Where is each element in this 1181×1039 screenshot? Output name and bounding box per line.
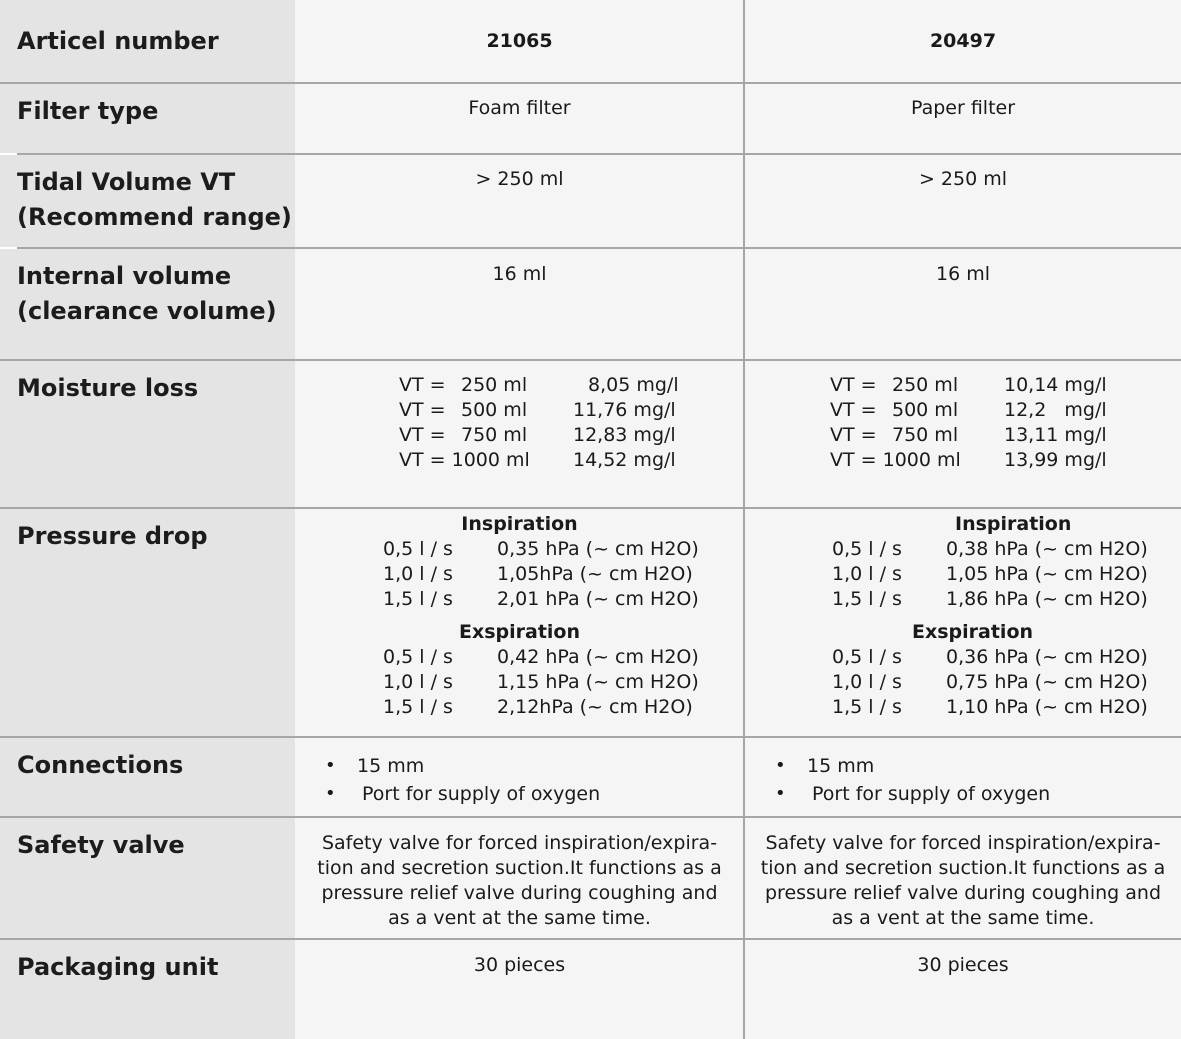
internal-volume-col1: 16 ml xyxy=(295,249,744,359)
row-divider xyxy=(0,507,1181,509)
row-pressure-drop xyxy=(0,509,1181,736)
connections-col2 xyxy=(745,738,1181,816)
moisture-row: VT = 250 ml 8,05 mg/l xyxy=(399,374,679,396)
bullet-icon: • xyxy=(775,783,786,804)
label-line: Moisture loss xyxy=(17,374,199,402)
moisture-row: VT = 750 ml 12,83 mg/l xyxy=(399,424,676,446)
list-item: • 15 mm xyxy=(775,752,1050,780)
label-line: (Recommend range) xyxy=(17,203,292,231)
article-number-col1: 21065 xyxy=(295,0,744,82)
moisture-row: VT = 500 ml 11,76 mg/l xyxy=(399,399,676,421)
label-line: Packaging unit xyxy=(17,953,219,981)
moisture-loss-col2 xyxy=(745,361,1181,507)
moisture-row: VT = 1000 ml 14,52 mg/l xyxy=(399,449,676,471)
row-article-number xyxy=(0,0,1181,82)
row-divider xyxy=(17,153,1181,155)
connections-col1 xyxy=(295,738,744,816)
column-divider xyxy=(743,0,745,1039)
row-label xyxy=(0,940,295,1039)
exspiration-heading: Exspiration xyxy=(458,621,581,643)
moisture-row: VT = 500 ml 12,2 mg/l xyxy=(830,399,1107,421)
label-line: Tidal Volume VT xyxy=(17,168,236,196)
bullet-icon: • xyxy=(325,755,336,776)
safety-valve-col2 xyxy=(745,818,1181,938)
row-safety-valve xyxy=(0,818,1181,938)
row-divider xyxy=(0,359,1181,361)
row-label xyxy=(0,818,295,938)
row-moisture-loss xyxy=(0,361,1181,507)
row-divider xyxy=(17,247,1181,249)
label-line: Safety valve xyxy=(17,831,185,859)
pressure-drop-col2: Inspiration 0,5 l / s 0,38 hPa (~ cm H2O) 1,0 l / s 1,05 hPa (~ cm H2O) 1,5 l / s 1,86 hPa (~ cm H2O) Exspiration 0,5 l / s 0,36 hPa (~ cm H2O) 1,0 l / s 0,75 hPa (~ cm H2O) 1,5 l / s 1,10 hPa (~ cm H2O) xyxy=(745,509,1181,736)
tidal-volume-col1: > 250 ml xyxy=(295,155,744,247)
row-divider xyxy=(0,816,1181,818)
row-divider xyxy=(0,82,1181,84)
exspiration-heading: Exspiration xyxy=(912,621,1034,643)
tidal-volume-col2: > 250 ml xyxy=(745,155,1181,247)
row-label xyxy=(0,0,295,82)
row-label xyxy=(0,155,295,247)
label-line: Connections xyxy=(17,751,184,779)
moisture-row: VT = 750 ml 13,11 mg/l xyxy=(830,424,1107,446)
inspiration-heading: Inspiration xyxy=(461,513,578,535)
bullet-icon: • xyxy=(775,755,786,776)
moisture-row: VT = 1000 ml 13,99 mg/l xyxy=(830,449,1107,471)
list-item: • Port for supply of oxygen xyxy=(325,780,600,808)
list-item: • 15 mm xyxy=(325,752,600,780)
moisture-row: VT = 250 ml 10,14 mg/l xyxy=(830,374,1107,396)
inspiration-heading: Inspiration xyxy=(955,513,1072,535)
internal-volume-col2: 16 ml xyxy=(745,249,1181,359)
row-label xyxy=(0,249,295,359)
row-internal-volume xyxy=(0,249,1181,359)
moisture-loss-col1 xyxy=(295,361,744,507)
label-line: Articel number xyxy=(17,27,219,55)
list-item: • Port for supply of oxygen xyxy=(775,780,1050,808)
packaging-unit-col2: 30 pieces xyxy=(745,940,1181,1039)
label-line: Filter type xyxy=(17,97,159,125)
filter-type-col2: Paper filter xyxy=(745,84,1181,153)
article-number-col2: 20497 xyxy=(745,0,1181,82)
row-packaging-unit xyxy=(0,940,1181,1039)
pressure-drop-col1: Inspiration 0,5 l / s 0,35 hPa (~ cm H2O) 1,0 l / s 1,05hPa (~ cm H2O) 1,5 l / s 2,01 hPa (~ cm H2O) Exspiration 0,5 l / s 0,42 hPa (~ cm H2O) 1,0 l / s 1,15 hPa (~ cm H2O) 1,5 l / s 2,12hPa (~ cm H2O) xyxy=(295,509,744,736)
safety-valve-col1 xyxy=(295,818,744,938)
row-tidal-volume xyxy=(0,155,1181,247)
row-label xyxy=(0,84,295,153)
row-label xyxy=(0,361,295,507)
row-connections xyxy=(0,738,1181,816)
row-divider xyxy=(0,736,1181,738)
label-line: Pressure drop xyxy=(17,522,208,550)
packaging-unit-col1: 30 pieces xyxy=(295,940,744,1039)
filter-type-col1: Foam filter xyxy=(295,84,744,153)
row-filter-type xyxy=(0,84,1181,153)
row-divider xyxy=(0,938,1181,940)
label-line: (clearance volume) xyxy=(17,297,277,325)
safety-valve-text: Safety valve for forced inspiration/expira- tion and secretion suction.It functions as a pressure relief valve during coughing and as a vent at the same time. xyxy=(760,832,1166,929)
safety-valve-text: Safety valve for forced inspiration/expira- tion and secretion suction.It functions as a pressure relief valve during coughing and as a vent at the same time. xyxy=(317,832,722,929)
label-line: Internal volume xyxy=(17,262,232,290)
row-label xyxy=(0,509,295,736)
bullet-icon: • xyxy=(325,783,336,804)
row-label xyxy=(0,738,295,816)
